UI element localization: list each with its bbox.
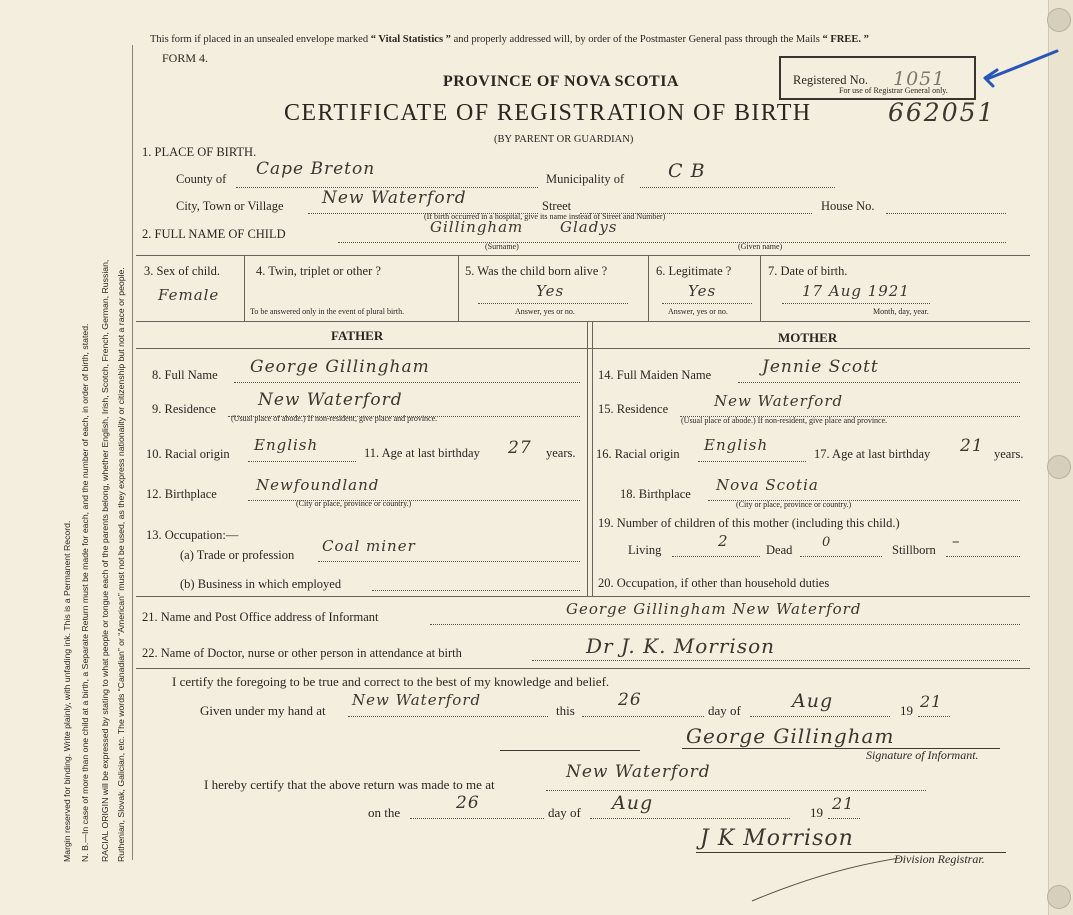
blue-check-mark — [975, 48, 1065, 93]
birth-date-value: 17 Aug 1921 — [802, 282, 910, 300]
father-age-value: 27 — [508, 438, 532, 458]
father-name-value: George Gillingham — [250, 357, 430, 377]
informant-label: 21. Name and Post Office address of Informant — [142, 610, 379, 624]
informant-signature: George Gillingham — [686, 724, 895, 748]
father-residence-value: New Waterford — [258, 390, 403, 410]
given-month-value: Aug — [792, 690, 834, 712]
children-count-label: 19. Number of children of this mother (including this child.) — [598, 516, 900, 530]
signature-flourish — [750, 855, 910, 905]
mother-birthplace-note: (City or place, province or country.) — [736, 500, 852, 509]
year-line — [918, 716, 950, 717]
father-residence-note: (Usual place of abode.) If non-resident, give place and province. — [231, 414, 438, 423]
mother-name-line — [738, 382, 1020, 383]
dead-value: 0 — [822, 535, 832, 550]
stillborn-label: Stillborn — [892, 543, 936, 557]
registrar-day-line — [410, 818, 544, 819]
father-race-value: English — [254, 436, 319, 454]
sex-value: Female — [158, 286, 220, 304]
father-race-label: 10. Racial origin — [146, 447, 230, 461]
mother-name-value: Jennie Scott — [762, 357, 879, 377]
municipality-label: Municipality of — [546, 172, 625, 186]
mother-age-value: 21 — [960, 436, 984, 456]
mother-residence-label: 15. Residence — [598, 402, 669, 416]
child-name-line — [338, 242, 1006, 243]
surname-note: (Surname) — [485, 242, 519, 251]
given-place-line — [348, 716, 548, 717]
on-the-label: on the — [368, 805, 401, 820]
legitimate-note: Answer, yes or no. — [668, 307, 728, 316]
registrar-day-value: 26 — [456, 793, 480, 813]
birth-date-line — [782, 303, 930, 304]
twin-label: 4. Twin, triplet or other ? — [256, 264, 381, 278]
registrar-year-line — [828, 818, 860, 819]
child-surname-value: Gillingham — [430, 218, 524, 236]
given-place-value: New Waterford — [352, 691, 482, 709]
row-bottom-rule — [136, 321, 1030, 322]
mother-race-line — [698, 461, 806, 462]
doctor-value: Dr J. K. Morrison — [586, 634, 776, 658]
father-age-label: 11. Age at last birthday — [364, 446, 480, 460]
trade-label: (a) Trade or profession — [180, 548, 295, 562]
living-value: 2 — [718, 532, 729, 550]
doctor-line — [532, 660, 1020, 661]
father-birthplace-label: 12. Birthplace — [146, 487, 217, 501]
informant-line — [430, 624, 1020, 625]
province-heading: PROVINCE OF NOVA SCOTIA — [443, 73, 679, 90]
informant-value: George Gillingham New Waterford — [566, 600, 862, 618]
doctor-label: 22. Name of Doctor, nurse or other person in attendance at birth — [142, 646, 462, 660]
legitimate-line — [662, 303, 752, 304]
punch-hole — [1047, 8, 1071, 32]
registrar-year-prefix: 19 — [810, 805, 823, 820]
legitimate-label: 6. Legitimate ? — [656, 264, 732, 278]
mother-birthplace-label: 18. Birthplace — [620, 487, 691, 501]
doctor-bottom-rule — [136, 668, 1030, 669]
mother-heading: MOTHER — [778, 330, 838, 345]
mother-name-label: 14. Full Maiden Name — [598, 368, 712, 382]
municipality-line — [640, 187, 835, 188]
place-section-label: 1. PLACE OF BIRTH. — [142, 145, 257, 159]
mother-race-value: English — [704, 436, 769, 454]
father-name-label: 8. Full Name — [152, 368, 218, 382]
given-day-value: 26 — [618, 690, 642, 710]
registration-number: 1051 — [893, 68, 946, 90]
month-line — [750, 716, 890, 717]
alive-value: Yes — [536, 282, 565, 300]
registrar-title: Division Registrar. — [894, 852, 985, 866]
certificate-subtitle: (BY PARENT OR GUARDIAN) — [494, 134, 634, 145]
form-number: FORM 4. — [162, 51, 209, 65]
parents-heading-rule — [136, 348, 1030, 349]
registration-box — [779, 56, 976, 100]
trade-value: Coal miner — [322, 537, 416, 555]
punch-hole — [1047, 455, 1071, 479]
dead-label: Dead — [766, 543, 793, 557]
given-name-note: (Given name) — [738, 242, 783, 251]
dead-line — [800, 556, 882, 557]
father-years-label: years. — [546, 446, 576, 460]
parents-divider — [592, 321, 593, 596]
registrar-month-value: Aug — [612, 792, 654, 814]
city-value: New Waterford — [322, 188, 467, 208]
legitimate-value: Yes — [688, 282, 717, 300]
municipality-value: C B — [668, 160, 706, 182]
mother-residence-note: (Usual place of abode.) If non-resident, give place and province. — [681, 416, 888, 425]
father-occupation-label: 13. Occupation:— — [146, 528, 239, 542]
sex-label: 3. Sex of child. — [144, 264, 221, 278]
registrar-year-value: 21 — [832, 794, 855, 813]
birth-date-label: 7. Date of birth. — [768, 264, 848, 278]
living-label: Living — [628, 543, 662, 557]
father-birthplace-note: (City or place, province or country.) — [296, 499, 412, 508]
punch-hole — [1047, 885, 1071, 909]
row-divider — [244, 255, 245, 321]
blank-signature-line — [500, 750, 640, 751]
city-label: City, Town or Village — [176, 199, 284, 213]
hospital-note: (If birth occurred in a hospital, give its name instead of Street and Number) — [424, 212, 666, 221]
row-divider — [760, 255, 761, 321]
father-birthplace-value: Newfoundland — [256, 476, 380, 494]
registrar-signature: J K Morrison — [700, 826, 854, 851]
twin-note: To be answered only in the event of plural birth. — [250, 307, 405, 316]
certificate-number: 662051 — [888, 98, 996, 127]
parents-divider — [587, 321, 588, 596]
registrar-day-of-label: day of — [548, 805, 581, 820]
row-divider — [648, 255, 649, 321]
child-name-label: 2. FULL NAME OF CHILD — [142, 227, 286, 241]
margin-note-3: RACIAL ORIGIN will be expressed by stating to what people or tongue each of the parents belong, whether English, Irish, Scotch, French, German, Russian, — [100, 259, 110, 862]
father-residence-label: 9. Residence — [152, 402, 216, 416]
stillborn-line — [946, 556, 1020, 557]
birth-date-note: Month, day, year. — [873, 307, 929, 316]
mother-birthplace-value: Nova Scotia — [716, 476, 819, 494]
parents-bottom-rule — [136, 596, 1030, 597]
day-of-label: day of — [708, 703, 741, 718]
county-label: County of — [176, 172, 227, 186]
business-label: (b) Business in which employed — [180, 577, 342, 591]
father-race-line — [248, 461, 356, 462]
given-label: Given under my hand at — [200, 703, 326, 718]
mother-race-label: 16. Racial origin — [596, 447, 680, 461]
registrar-month-line — [590, 818, 790, 819]
trade-line — [318, 561, 580, 562]
this-label: this — [556, 703, 575, 718]
alive-label: 5. Was the child born alive ? — [465, 264, 608, 278]
registrar-text: I hereby certify that the above return was made to me at — [204, 777, 495, 792]
registration-note: For use of Registrar General only. — [839, 86, 948, 95]
registrar-place-line — [546, 790, 926, 791]
father-heading: FATHER — [331, 328, 384, 343]
certificate-title: CERTIFICATE OF REGISTRATION OF BIRTH — [284, 100, 812, 126]
margin-rule — [132, 45, 133, 860]
living-line — [672, 556, 760, 557]
mother-residence-value: New Waterford — [714, 392, 844, 410]
alive-line — [478, 303, 628, 304]
street-label: Street — [542, 199, 572, 213]
margin-note-2: N. B.—In case of more than one child at a birth, a Separate Return must be made for each, and the number of each, in order of birth, stated. — [80, 323, 90, 862]
row-divider — [458, 255, 459, 321]
stillborn-value: – — [952, 532, 961, 550]
house-line — [886, 213, 1006, 214]
mother-age-label: 17. Age at last birthday — [814, 447, 931, 461]
registrar-place-value: New Waterford — [566, 762, 711, 782]
registration-label: Registered No. — [793, 73, 868, 87]
county-value: Cape Breton — [256, 159, 376, 179]
mother-occupation-label: 20. Occupation, if other than household duties — [598, 576, 830, 590]
given-year-value: 21 — [920, 692, 943, 711]
certify-text: I certify the foregoing to be true and correct to the best of my knowledge and belief. — [172, 674, 610, 689]
row-top-rule — [136, 255, 1030, 256]
alive-note: Answer, yes or no. — [515, 307, 575, 316]
informant-signature-label: Signature of Informant. — [866, 748, 979, 762]
mail-notice: This form if placed in an unsealed envelope marked “ Vital Statistics ” and properly addressed will, by order of the Postmaster General pass through the Mails “ FREE. ” — [150, 34, 869, 45]
house-label: House No. — [821, 199, 875, 213]
child-given-value: Gladys — [560, 218, 618, 236]
given-year-prefix: 19 — [900, 703, 913, 718]
business-line — [372, 590, 580, 591]
margin-note-4: Ruthenian, Slovak, Galician, etc. The words “Canadian” or “American” must not be used, as they express nationality or citizenship but not a race or people. — [116, 267, 126, 862]
father-name-line — [234, 382, 580, 383]
margin-note-1: Margin reserved for binding. Write plainly, with unfading ink. This is a Permanent Record. — [62, 520, 72, 862]
day-line — [582, 716, 704, 717]
mother-years-label: years. — [994, 447, 1024, 461]
paper-edge — [1048, 0, 1073, 915]
